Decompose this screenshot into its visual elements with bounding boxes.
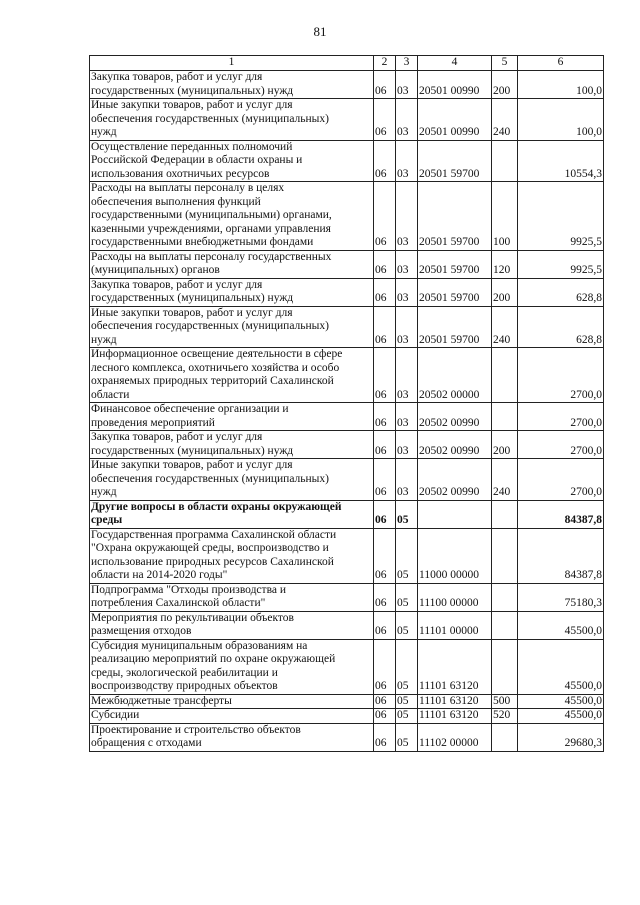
subsection-code-cell: 05 <box>396 694 418 709</box>
subsection-code-cell: 03 <box>396 278 418 306</box>
table-row <box>90 694 604 709</box>
target-article-cell: 11000 00000 <box>418 528 492 583</box>
table-row <box>90 723 604 751</box>
section-code-cell: 06 <box>374 583 396 611</box>
table-row <box>90 99 604 141</box>
table-row <box>90 528 604 583</box>
section-code-cell: 06 <box>374 250 396 278</box>
subsection-code-cell: 03 <box>396 306 418 348</box>
subsection-code-cell: 03 <box>396 99 418 141</box>
section-code-cell: 06 <box>374 639 396 694</box>
expense-type-cell <box>492 528 518 583</box>
target-article-cell: 11101 63120 <box>418 639 492 694</box>
amount-cell: 45500,0 <box>518 611 604 639</box>
table-row <box>90 583 604 611</box>
table-row <box>90 182 604 251</box>
section-code-cell: 06 <box>374 431 396 459</box>
row-name-cell: Информационное освещение деятельности в сфере лесного комплекса, охотничьего хозяйства и особо охраняемых природных территорий Сахалинской области <box>90 348 374 403</box>
expense-type-cell: 200 <box>492 431 518 459</box>
amount-cell: 2700,0 <box>518 459 604 501</box>
target-article-cell: 11102 00000 <box>418 723 492 751</box>
budget-table <box>89 55 604 752</box>
section-code-cell: 06 <box>374 459 396 501</box>
expense-type-cell: 520 <box>492 709 518 724</box>
subsection-code-cell: 05 <box>396 639 418 694</box>
table-row <box>90 709 604 724</box>
subsection-code-cell: 05 <box>396 500 418 528</box>
row-name-cell: Расходы на выплаты персоналу в целях обеспечения выполнения функций государственными (муниципальными) органами, казенными учреждениями, органами управления государственными внебюджетными фондами <box>90 182 374 251</box>
subsection-code-cell: 05 <box>396 709 418 724</box>
amount-cell: 9925,5 <box>518 250 604 278</box>
subsection-code-cell: 05 <box>396 611 418 639</box>
header-col-4: 4 <box>418 56 492 71</box>
subsection-code-cell: 03 <box>396 459 418 501</box>
table-row <box>90 140 604 182</box>
target-article-cell: 20501 59700 <box>418 278 492 306</box>
section-code-cell: 06 <box>374 694 396 709</box>
row-name-cell: Подпрограмма "Отходы производства и потребления Сахалинской области" <box>90 583 374 611</box>
section-code-cell: 06 <box>374 71 396 99</box>
expense-type-cell <box>492 403 518 431</box>
section-code-cell: 06 <box>374 709 396 724</box>
target-article-cell: 11101 00000 <box>418 611 492 639</box>
amount-cell: 75180,3 <box>518 583 604 611</box>
expense-type-cell <box>492 348 518 403</box>
target-article-cell: 20501 59700 <box>418 250 492 278</box>
expense-type-cell: 240 <box>492 99 518 141</box>
target-article-cell <box>418 500 492 528</box>
expense-type-cell <box>492 140 518 182</box>
expense-type-cell: 500 <box>492 694 518 709</box>
target-article-cell: 11100 00000 <box>418 583 492 611</box>
target-article-cell: 20502 00000 <box>418 348 492 403</box>
target-article-cell: 20501 59700 <box>418 306 492 348</box>
amount-cell: 45500,0 <box>518 694 604 709</box>
subsection-code-cell: 03 <box>396 431 418 459</box>
header-row <box>90 56 604 71</box>
expense-type-cell: 240 <box>492 459 518 501</box>
target-article-cell: 20502 00990 <box>418 431 492 459</box>
table-row <box>90 431 604 459</box>
section-code-cell: 06 <box>374 348 396 403</box>
expense-type-cell: 240 <box>492 306 518 348</box>
subsection-code-cell: 03 <box>396 250 418 278</box>
header-col-3: 3 <box>396 56 418 71</box>
subsection-code-cell: 03 <box>396 71 418 99</box>
expense-type-cell <box>492 639 518 694</box>
row-name-cell: Проектирование и строительство объектов обращения с отходами <box>90 723 374 751</box>
row-name-cell: Закупка товаров, работ и услуг для государственных (муниципальных) нужд <box>90 278 374 306</box>
amount-cell: 100,0 <box>518 99 604 141</box>
row-name-cell: Финансовое обеспечение организации и проведения мероприятий <box>90 403 374 431</box>
expense-type-cell <box>492 583 518 611</box>
amount-cell: 100,0 <box>518 71 604 99</box>
expense-type-cell: 200 <box>492 71 518 99</box>
table-row <box>90 639 604 694</box>
row-name-cell: Другие вопросы в области охраны окружающей среды <box>90 500 374 528</box>
table-row <box>90 500 604 528</box>
row-name-cell: Государственная программа Сахалинской области "Охрана окружающей среды, воспроизводство и использование природных ресурсов Сахалинской области на 2014-2020 годы" <box>90 528 374 583</box>
row-name-cell: Субсидия муниципальным образованиям на реализацию мероприятий по охране окружающей среды, экологической реабилитации и воспроизводству природных объектов <box>90 639 374 694</box>
row-name-cell: Закупка товаров, работ и услуг для государственных (муниципальных) нужд <box>90 71 374 99</box>
target-article-cell: 20502 00990 <box>418 403 492 431</box>
amount-cell: 2700,0 <box>518 403 604 431</box>
amount-cell: 628,8 <box>518 306 604 348</box>
table-row <box>90 71 604 99</box>
section-code-cell: 06 <box>374 500 396 528</box>
section-code-cell: 06 <box>374 140 396 182</box>
target-article-cell: 20501 59700 <box>418 140 492 182</box>
expense-type-cell: 200 <box>492 278 518 306</box>
target-article-cell: 20501 00990 <box>418 99 492 141</box>
amount-cell: 10554,3 <box>518 140 604 182</box>
amount-cell: 628,8 <box>518 278 604 306</box>
section-code-cell: 06 <box>374 306 396 348</box>
amount-cell: 9925,5 <box>518 182 604 251</box>
row-name-cell: Межбюджетные трансферты <box>90 694 374 709</box>
amount-cell: 84387,8 <box>518 500 604 528</box>
row-name-cell: Субсидии <box>90 709 374 724</box>
amount-cell: 2700,0 <box>518 348 604 403</box>
row-name-cell: Иные закупки товаров, работ и услуг для обеспечения государственных (муниципальных) нужд <box>90 306 374 348</box>
section-code-cell: 06 <box>374 99 396 141</box>
expense-type-cell: 120 <box>492 250 518 278</box>
subsection-code-cell: 05 <box>396 723 418 751</box>
amount-cell: 84387,8 <box>518 528 604 583</box>
target-article-cell: 11101 63120 <box>418 709 492 724</box>
row-name-cell: Иные закупки товаров, работ и услуг для обеспечения государственных (муниципальных) нужд <box>90 99 374 141</box>
expense-type-cell <box>492 611 518 639</box>
table-row <box>90 611 604 639</box>
section-code-cell: 06 <box>374 723 396 751</box>
table-row <box>90 403 604 431</box>
table-row <box>90 459 604 501</box>
subsection-code-cell: 05 <box>396 583 418 611</box>
section-code-cell: 06 <box>374 182 396 251</box>
table-row <box>90 278 604 306</box>
header-col-1: 1 <box>90 56 374 71</box>
expense-type-cell <box>492 500 518 528</box>
section-code-cell: 06 <box>374 278 396 306</box>
target-article-cell: 20501 00990 <box>418 71 492 99</box>
header-col-5: 5 <box>492 56 518 71</box>
expense-type-cell <box>492 723 518 751</box>
section-code-cell: 06 <box>374 528 396 583</box>
subsection-code-cell: 03 <box>396 182 418 251</box>
amount-cell: 45500,0 <box>518 639 604 694</box>
header-col-6: 6 <box>518 56 604 71</box>
table-row <box>90 348 604 403</box>
section-code-cell: 06 <box>374 611 396 639</box>
subsection-code-cell: 03 <box>396 140 418 182</box>
row-name-cell: Расходы на выплаты персоналу государственных (муниципальных) органов <box>90 250 374 278</box>
page-number: 81 <box>313 24 327 39</box>
amount-cell: 45500,0 <box>518 709 604 724</box>
subsection-code-cell: 05 <box>396 528 418 583</box>
amount-cell: 29680,3 <box>518 723 604 751</box>
amount-cell: 2700,0 <box>518 431 604 459</box>
target-article-cell: 20501 59700 <box>418 182 492 251</box>
target-article-cell: 20502 00990 <box>418 459 492 501</box>
section-code-cell: 06 <box>374 403 396 431</box>
table-row <box>90 250 604 278</box>
header-col-2: 2 <box>374 56 396 71</box>
expense-type-cell: 100 <box>492 182 518 251</box>
row-name-cell: Мероприятия по рекультивации объектов размещения отходов <box>90 611 374 639</box>
row-name-cell: Осуществление переданных полномочий Российской Федерации в области охраны и использования охотничьих ресурсов <box>90 140 374 182</box>
table-row <box>90 306 604 348</box>
subsection-code-cell: 03 <box>396 403 418 431</box>
subsection-code-cell: 03 <box>396 348 418 403</box>
row-name-cell: Закупка товаров, работ и услуг для государственных (муниципальных) нужд <box>90 431 374 459</box>
target-article-cell: 11101 63120 <box>418 694 492 709</box>
row-name-cell: Иные закупки товаров, работ и услуг для обеспечения государственных (муниципальных) нужд <box>90 459 374 501</box>
